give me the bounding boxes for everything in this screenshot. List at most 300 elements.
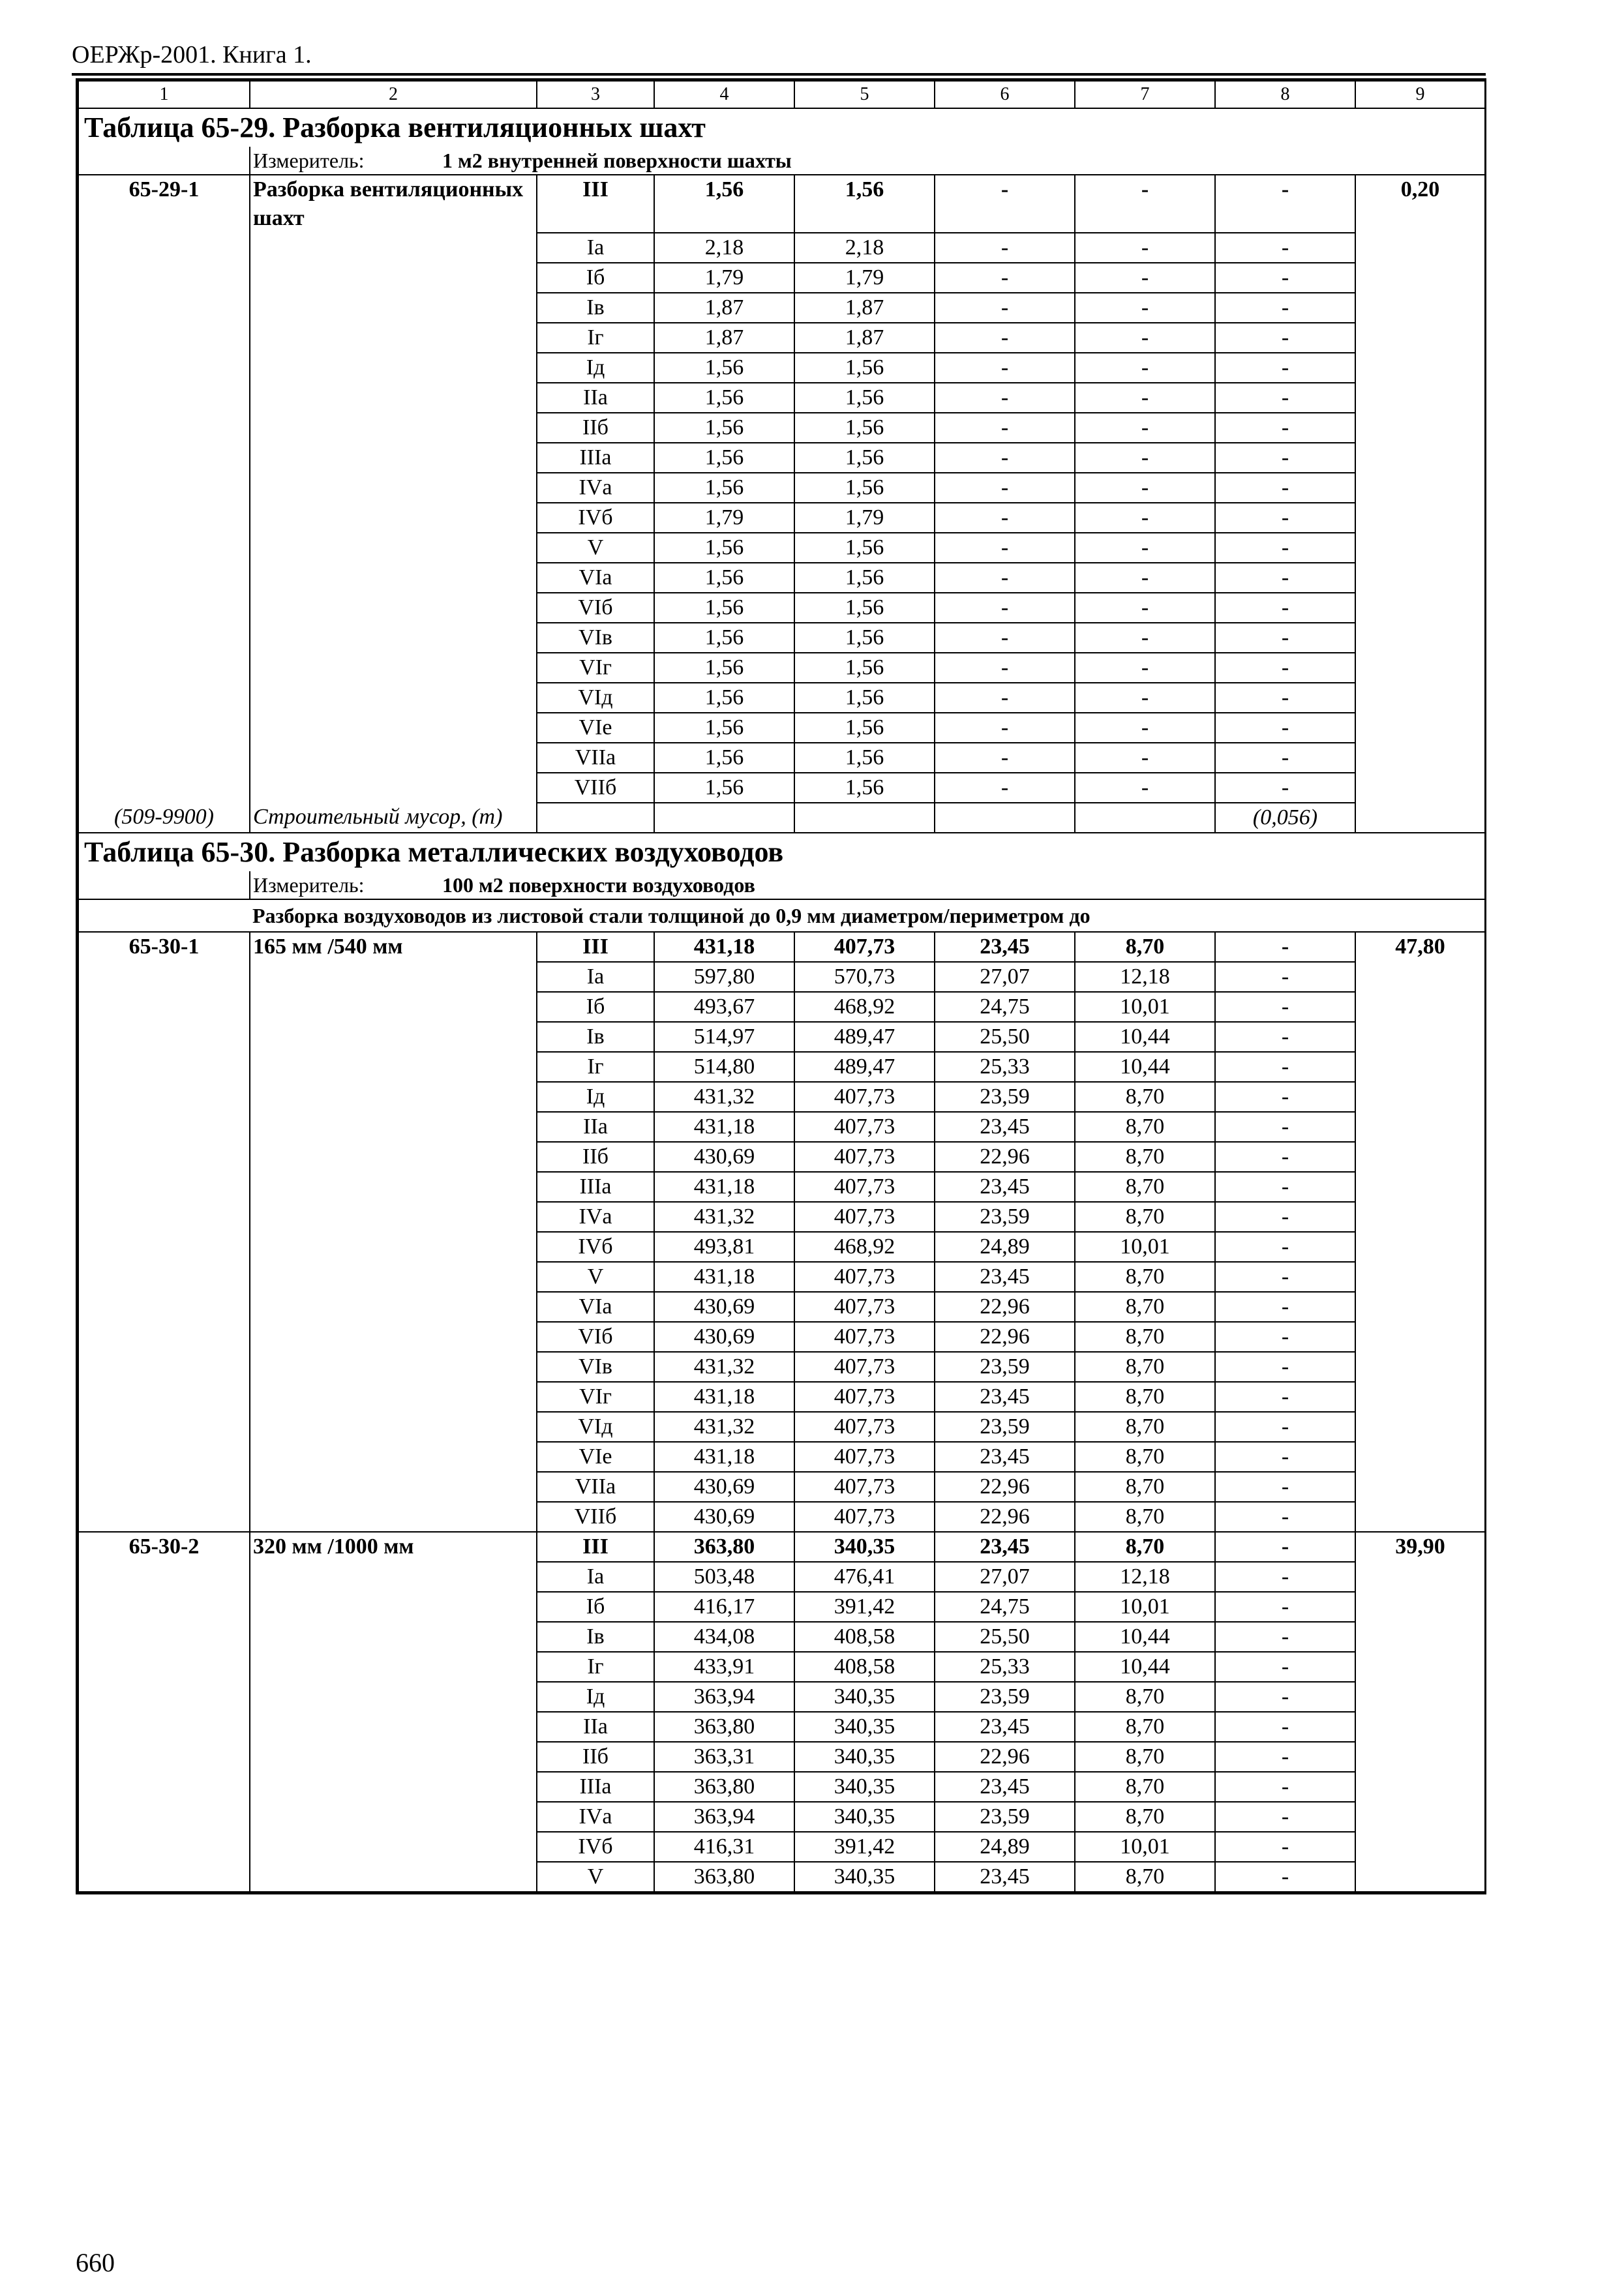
blank-cell: [78, 1712, 250, 1742]
value-cell: 1,56: [794, 413, 935, 443]
column-number: 2: [250, 81, 537, 108]
blank-cell: [250, 1502, 537, 1532]
value-cell: 1,56: [794, 353, 935, 383]
value-cell: 489,47: [794, 1052, 935, 1082]
table-row: [78, 1682, 1485, 1712]
blank-cell: [537, 803, 654, 833]
item-col9-value: 0,20: [1355, 175, 1485, 233]
table-row: [78, 1352, 1485, 1382]
blank-cell: [1355, 263, 1485, 293]
zone-cell: IIб: [537, 1742, 654, 1772]
value-cell: 8,70: [1075, 1262, 1215, 1292]
blank-cell: [1355, 1442, 1485, 1472]
value-cell: 2,18: [654, 233, 794, 263]
value-cell: 10,01: [1075, 1232, 1215, 1262]
blank-cell: [250, 1712, 537, 1742]
zone-cell: VIа: [537, 1292, 654, 1322]
value-cell: 22,96: [935, 1742, 1075, 1772]
value-cell: -: [1215, 593, 1355, 623]
value-cell: -: [1215, 293, 1355, 323]
value-cell: 431,18: [654, 1172, 794, 1202]
column-number: 4: [654, 81, 794, 108]
table-row: [78, 1742, 1485, 1772]
blank-cell: [250, 992, 537, 1022]
value-cell: -: [1075, 293, 1215, 323]
table-row: [78, 263, 1485, 293]
zone-cell: VIе: [537, 713, 654, 743]
zone-cell: VIд: [537, 683, 654, 713]
value-cell: 1,79: [654, 503, 794, 533]
value-cell: 1,56: [654, 353, 794, 383]
value-cell: 1,56: [794, 653, 935, 683]
value-cell: 23,45: [935, 1262, 1075, 1292]
table-row: [78, 593, 1485, 623]
value-cell: 431,32: [654, 1412, 794, 1442]
value-cell: -: [1075, 473, 1215, 503]
blank-cell: [1355, 1712, 1485, 1742]
blank-cell: [78, 773, 250, 803]
value-cell: 8,70: [1075, 1772, 1215, 1802]
blank-cell: [250, 383, 537, 413]
blank-cell: [78, 473, 250, 503]
blank-cell: [1355, 1142, 1485, 1172]
value-cell: 1,87: [794, 323, 935, 353]
value-cell: 407,73: [794, 1292, 935, 1322]
blank-cell: [250, 293, 537, 323]
value-cell: 23,59: [935, 1802, 1075, 1832]
blank-cell: [1355, 1502, 1485, 1532]
value-cell: -: [1215, 1232, 1355, 1262]
measure-cell: [250, 147, 1485, 175]
value-cell: -: [935, 293, 1075, 323]
value-cell: -: [1215, 503, 1355, 533]
measure-value: 1 м2 внутренней поверхности шахты: [442, 149, 792, 172]
blank-cell: [78, 992, 250, 1022]
value-cell: 408,58: [794, 1622, 935, 1652]
value-cell: 430,69: [654, 1142, 794, 1172]
value-cell: -: [935, 443, 1075, 473]
value-cell: 431,32: [654, 1352, 794, 1382]
blank-cell: [250, 413, 537, 443]
value-cell: -: [1215, 1502, 1355, 1532]
value-cell: 1,56: [654, 623, 794, 653]
value-cell: -: [1215, 353, 1355, 383]
blank-cell: [78, 1472, 250, 1502]
value-cell: 1,79: [654, 263, 794, 293]
zone-cell: IVб: [537, 1232, 654, 1262]
blank-cell: [78, 1172, 250, 1202]
blank-cell: [78, 593, 250, 623]
value-cell: -: [935, 383, 1075, 413]
value-cell: 431,18: [654, 1112, 794, 1142]
value-cell: -: [1075, 503, 1215, 533]
value-cell: 8,70: [1075, 1682, 1215, 1712]
value-cell: -: [1215, 1352, 1355, 1382]
value-cell: -: [1075, 233, 1215, 263]
table-row: [78, 1232, 1485, 1262]
value-cell: 8,70: [1075, 1292, 1215, 1322]
value-cell: -: [1075, 413, 1215, 443]
table-row: [78, 1052, 1485, 1082]
value-cell: 8,70: [1075, 1112, 1215, 1142]
blank-cell: [250, 563, 537, 593]
blank-cell: [250, 1202, 537, 1232]
value-cell: 8,70: [1075, 1082, 1215, 1112]
value-cell: 1,56: [794, 175, 935, 233]
value-cell: 22,96: [935, 1472, 1075, 1502]
value-cell: 23,45: [935, 1442, 1075, 1472]
subtitle-row: [78, 899, 1485, 932]
blank-cell: [250, 1412, 537, 1442]
zone-cell: Iв: [537, 1022, 654, 1052]
zone-cell: Iг: [537, 323, 654, 353]
blank-cell: [1355, 1352, 1485, 1382]
value-cell: -: [935, 593, 1075, 623]
table-row: [78, 1652, 1485, 1682]
value-cell: -: [1215, 175, 1355, 233]
table-row: [78, 1532, 1485, 1562]
table-row: [78, 175, 1485, 233]
blank-cell: [78, 1412, 250, 1442]
table-row: [78, 1622, 1485, 1652]
blank-cell: [78, 1862, 250, 1892]
value-cell: 1,56: [654, 473, 794, 503]
table-row: [78, 1562, 1485, 1592]
material-value: (0,056): [1215, 803, 1355, 833]
value-cell: 25,33: [935, 1652, 1075, 1682]
value-cell: 8,70: [1075, 1472, 1215, 1502]
zone-cell: Iд: [537, 353, 654, 383]
column-number: 7: [1075, 81, 1215, 108]
material-row: [78, 803, 1485, 833]
value-cell: 8,70: [1075, 1412, 1215, 1442]
value-cell: 1,56: [794, 743, 935, 773]
value-cell: -: [1215, 1712, 1355, 1742]
column-number: 3: [537, 81, 654, 108]
page-number: 660: [76, 2248, 115, 2277]
value-cell: 1,56: [654, 413, 794, 443]
value-cell: 8,70: [1075, 1322, 1215, 1352]
value-cell: 340,35: [794, 1682, 935, 1712]
value-cell: 1,56: [654, 563, 794, 593]
blank-cell: [78, 323, 250, 353]
zone-cell: Iд: [537, 1682, 654, 1712]
table-row: [78, 932, 1485, 962]
value-cell: 1,56: [654, 175, 794, 233]
zone-cell: Iа: [537, 1562, 654, 1592]
value-cell: 8,70: [1075, 1862, 1215, 1892]
blank-cell: [1355, 1082, 1485, 1112]
blank-cell: [250, 1832, 537, 1862]
value-cell: 340,35: [794, 1712, 935, 1742]
blank-cell: [1355, 1862, 1485, 1892]
value-cell: -: [1215, 383, 1355, 413]
zone-cell: IIб: [537, 413, 654, 443]
blank-cell: [250, 1622, 537, 1652]
header-rule: [72, 73, 1486, 76]
value-cell: 1,56: [794, 563, 935, 593]
value-cell: 363,80: [654, 1712, 794, 1742]
value-cell: 391,42: [794, 1592, 935, 1622]
measure-row: [78, 147, 1485, 175]
value-cell: 23,59: [935, 1202, 1075, 1232]
value-cell: 22,96: [935, 1322, 1075, 1352]
value-cell: 431,32: [654, 1082, 794, 1112]
value-cell: 10,01: [1075, 1832, 1215, 1862]
value-cell: 430,69: [654, 1322, 794, 1352]
blank-cell: [78, 1562, 250, 1592]
item-name: 320 мм /1000 мм: [250, 1532, 537, 1562]
item-name: Разборка вентиляционных шахт: [250, 175, 537, 233]
blank-cell: [250, 233, 537, 263]
value-cell: -: [1215, 623, 1355, 653]
value-cell: 27,07: [935, 1562, 1075, 1592]
blank-cell: [250, 653, 537, 683]
value-cell: 407,73: [794, 932, 935, 962]
zone-cell: IIIа: [537, 1172, 654, 1202]
value-cell: 22,96: [935, 1502, 1075, 1532]
blank-cell: [1355, 233, 1485, 263]
blank-cell: [78, 1382, 250, 1412]
value-cell: -: [1215, 1112, 1355, 1142]
value-cell: -: [1215, 1442, 1355, 1472]
value-cell: -: [935, 773, 1075, 803]
blank-cell: [1355, 1202, 1485, 1232]
value-cell: 8,70: [1075, 1202, 1215, 1232]
value-cell: 363,80: [654, 1862, 794, 1892]
table-row: [78, 293, 1485, 323]
value-cell: -: [935, 233, 1075, 263]
value-cell: 407,73: [794, 1172, 935, 1202]
value-cell: -: [1075, 383, 1215, 413]
value-cell: -: [1075, 175, 1215, 233]
table-row: [78, 1022, 1485, 1052]
value-cell: 503,48: [654, 1562, 794, 1592]
blank-cell: [1355, 803, 1485, 833]
zone-cell: VIIб: [537, 773, 654, 803]
value-cell: -: [935, 503, 1075, 533]
column-number: 8: [1215, 81, 1355, 108]
table-row: [78, 1112, 1485, 1142]
value-cell: 1,87: [794, 293, 935, 323]
value-cell: -: [935, 623, 1075, 653]
blank-cell: [250, 323, 537, 353]
zone-cell: V: [537, 1262, 654, 1292]
blank-cell: [1355, 413, 1485, 443]
zone-cell: IVа: [537, 1202, 654, 1232]
value-cell: 431,32: [654, 1202, 794, 1232]
value-cell: 25,33: [935, 1052, 1075, 1082]
blank-cell: [250, 1652, 537, 1682]
blank-cell: [78, 1082, 250, 1112]
value-cell: -: [1215, 1022, 1355, 1052]
blank-cell: [78, 743, 250, 773]
value-cell: 23,45: [935, 1532, 1075, 1562]
value-cell: -: [1215, 443, 1355, 473]
table-title: Таблица 65-30. Разборка металлических воздуховодов: [78, 833, 1485, 871]
value-cell: -: [1215, 1772, 1355, 1802]
zone-cell: V: [537, 1862, 654, 1892]
value-cell: 340,35: [794, 1802, 935, 1832]
value-cell: 1,56: [654, 683, 794, 713]
blank-cell: [250, 713, 537, 743]
value-cell: 407,73: [794, 1502, 935, 1532]
blank-cell: [1355, 653, 1485, 683]
value-cell: -: [1215, 1262, 1355, 1292]
blank-cell: [78, 1502, 250, 1532]
value-cell: 1,56: [794, 623, 935, 653]
zone-cell: IVб: [537, 503, 654, 533]
zone-cell: Iв: [537, 293, 654, 323]
value-cell: 407,73: [794, 1202, 935, 1232]
value-cell: -: [1215, 743, 1355, 773]
column-number: 6: [935, 81, 1075, 108]
table-title: Таблица 65-29. Разборка вентиляционных шахт: [78, 108, 1485, 147]
value-cell: 407,73: [794, 1382, 935, 1412]
zone-cell: VIг: [537, 653, 654, 683]
value-cell: -: [1075, 593, 1215, 623]
blank-cell: [1355, 962, 1485, 992]
value-cell: 10,44: [1075, 1022, 1215, 1052]
value-cell: -: [935, 713, 1075, 743]
blank-cell: [1355, 1232, 1485, 1262]
table-row: [78, 773, 1485, 803]
zone-cell: VIб: [537, 593, 654, 623]
blank-cell: [1355, 1172, 1485, 1202]
value-cell: 22,96: [935, 1292, 1075, 1322]
blank-cell: [78, 1142, 250, 1172]
value-cell: -: [1215, 1142, 1355, 1172]
blank-cell: [78, 443, 250, 473]
value-cell: -: [935, 683, 1075, 713]
value-cell: 468,92: [794, 1232, 935, 1262]
zone-cell: IIб: [537, 1142, 654, 1172]
value-cell: 8,70: [1075, 1712, 1215, 1742]
value-cell: 1,56: [794, 683, 935, 713]
blank-cell: [1355, 773, 1485, 803]
value-cell: 12,18: [1075, 1562, 1215, 1592]
value-cell: 407,73: [794, 1262, 935, 1292]
measure-label: Измеритель:: [253, 873, 365, 897]
value-cell: 1,56: [654, 743, 794, 773]
value-cell: 363,80: [654, 1532, 794, 1562]
table-row: [78, 473, 1485, 503]
blank-cell: [78, 1622, 250, 1652]
blank-cell: [1075, 803, 1215, 833]
value-cell: -: [935, 175, 1075, 233]
blank-cell: [1355, 992, 1485, 1022]
blank-cell: [250, 743, 537, 773]
table-row: [78, 1862, 1485, 1892]
value-cell: -: [1075, 623, 1215, 653]
value-cell: 407,73: [794, 1112, 935, 1142]
table-row: [78, 1802, 1485, 1832]
value-cell: 10,44: [1075, 1622, 1215, 1652]
value-cell: -: [1075, 353, 1215, 383]
value-cell: 8,70: [1075, 1442, 1215, 1472]
value-cell: -: [1075, 773, 1215, 803]
blank-cell: [935, 803, 1075, 833]
zone-cell: IIа: [537, 1712, 654, 1742]
value-cell: 407,73: [794, 1472, 935, 1502]
blank-cell: [250, 1142, 537, 1172]
blank-cell: [78, 1352, 250, 1382]
value-cell: 1,56: [654, 443, 794, 473]
blank-cell: [1355, 1652, 1485, 1682]
blank-cell: [250, 1472, 537, 1502]
value-cell: 23,45: [935, 1712, 1075, 1742]
blank-cell: [1355, 1802, 1485, 1832]
value-cell: -: [935, 653, 1075, 683]
value-cell: -: [1215, 1622, 1355, 1652]
value-cell: 407,73: [794, 1322, 935, 1352]
value-cell: 23,45: [935, 1172, 1075, 1202]
blank-cell: [250, 503, 537, 533]
value-cell: -: [1075, 263, 1215, 293]
value-cell: 416,17: [654, 1592, 794, 1622]
value-cell: 23,45: [935, 1772, 1075, 1802]
blank-cell: [78, 1322, 250, 1352]
table-row: [78, 383, 1485, 413]
value-cell: 10,01: [1075, 1592, 1215, 1622]
value-cell: 416,31: [654, 1832, 794, 1862]
value-cell: -: [935, 413, 1075, 443]
value-cell: 391,42: [794, 1832, 935, 1862]
value-cell: 514,97: [654, 1022, 794, 1052]
value-cell: -: [1215, 773, 1355, 803]
table-row: [78, 1472, 1485, 1502]
zone-cell: V: [537, 533, 654, 563]
blank-cell: [250, 1742, 537, 1772]
value-cell: 476,41: [794, 1562, 935, 1592]
blank-cell: [250, 1772, 537, 1802]
zone-cell: IVа: [537, 1802, 654, 1832]
value-cell: 23,59: [935, 1082, 1075, 1112]
blank-cell: [250, 623, 537, 653]
value-cell: 408,58: [794, 1652, 935, 1682]
value-cell: 8,70: [1075, 1172, 1215, 1202]
item-code: 65-30-1: [78, 932, 250, 962]
blank-cell: [250, 1802, 537, 1832]
blank-cell: [78, 713, 250, 743]
price-table-grid: [78, 80, 1486, 1893]
table-row: [78, 1442, 1485, 1472]
value-cell: 24,89: [935, 1832, 1075, 1862]
measure-value: 100 м2 поверхности воздуховодов: [442, 873, 755, 897]
value-cell: -: [1215, 263, 1355, 293]
zone-cell: III: [537, 175, 654, 233]
value-cell: 1,56: [654, 773, 794, 803]
value-cell: -: [1215, 1172, 1355, 1202]
measure-label: Измеритель:: [253, 149, 365, 172]
zone-cell: III: [537, 1532, 654, 1562]
material-code: (509-9900): [78, 803, 250, 833]
value-cell: -: [1215, 1652, 1355, 1682]
table-title-row: [78, 833, 1485, 871]
blank-cell: [1355, 1682, 1485, 1712]
value-cell: -: [1215, 992, 1355, 1022]
table-row: [78, 743, 1485, 773]
blank-cell: [1355, 1322, 1485, 1352]
value-cell: 1,56: [654, 533, 794, 563]
value-cell: -: [1215, 533, 1355, 563]
blank-cell: [1355, 1742, 1485, 1772]
blank-cell: [1355, 623, 1485, 653]
value-cell: -: [1215, 323, 1355, 353]
value-cell: -: [1215, 1592, 1355, 1622]
zone-cell: Iб: [537, 263, 654, 293]
value-cell: -: [1075, 713, 1215, 743]
